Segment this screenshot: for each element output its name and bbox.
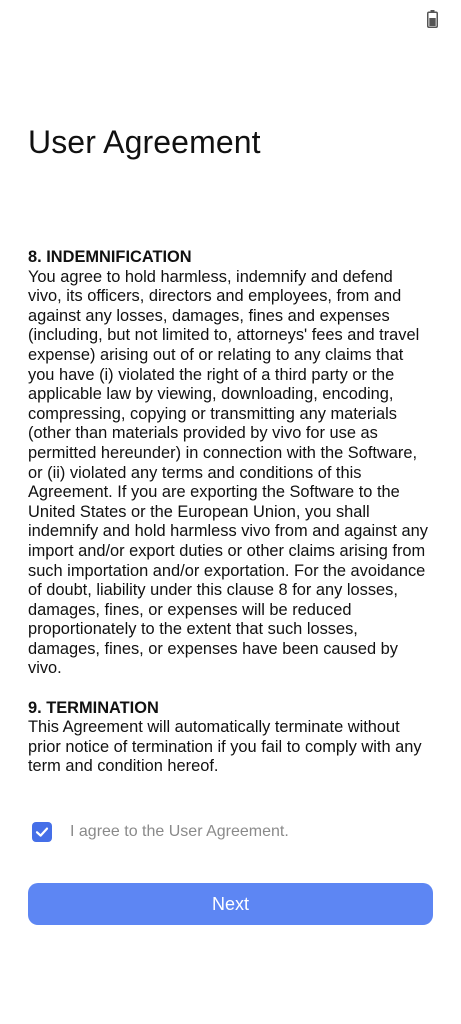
- section-heading: 8. INDEMNIFICATION: [28, 248, 192, 266]
- section-spacer: [28, 679, 428, 699]
- section-text: You agree to hold harmless, indemnify and defend vivo, its officers, directors and employees, from and against any losses, damages, fines and expenses (including, but not limited to, attorneys' fees and travel expense) arising out of or relating to any claims that you have (i) violated the right of a third party or the applicable law by viewing, downloading, encoding, compressing, copying or transmitting any materials (other than materials provided by vivo for use as permitted hereunder) in connection with the Software, or (ii) violated any terms and conditions of this Agreement. If you are exporting the Software to the United States or the European Union, you shall indemnify and hold harmless vivo from and against any import and/or export duties or other claims arising from such importation and/or exportation. For the avoidance of doubt, liability under this clause 8 for any losses, damages, fines, or expenses will be reduced proportionately to the extent that such losses, damages, fines, or expenses have been caused by vivo.: [28, 267, 428, 678]
- page-title: User Agreement: [28, 124, 261, 160]
- status-bar: [0, 0, 461, 40]
- section-heading: 9. TERMINATION: [28, 698, 159, 717]
- agreement-body: [28, 248, 428, 777]
- section-text: This Agreement will automatically terminate without prior notice of termination if you fail to comply with any term and condition hereof.: [28, 718, 422, 776]
- agree-label: I agree to the User Agreement.: [70, 823, 289, 840]
- section-indemnification: [28, 248, 428, 679]
- section-termination: [28, 699, 428, 777]
- agree-checkbox-row[interactable]: [32, 820, 289, 844]
- battery-icon: [427, 10, 438, 28]
- agree-checkbox[interactable]: [32, 822, 52, 842]
- checkmark-icon: [35, 825, 49, 839]
- next-button[interactable]: Next: [28, 883, 433, 925]
